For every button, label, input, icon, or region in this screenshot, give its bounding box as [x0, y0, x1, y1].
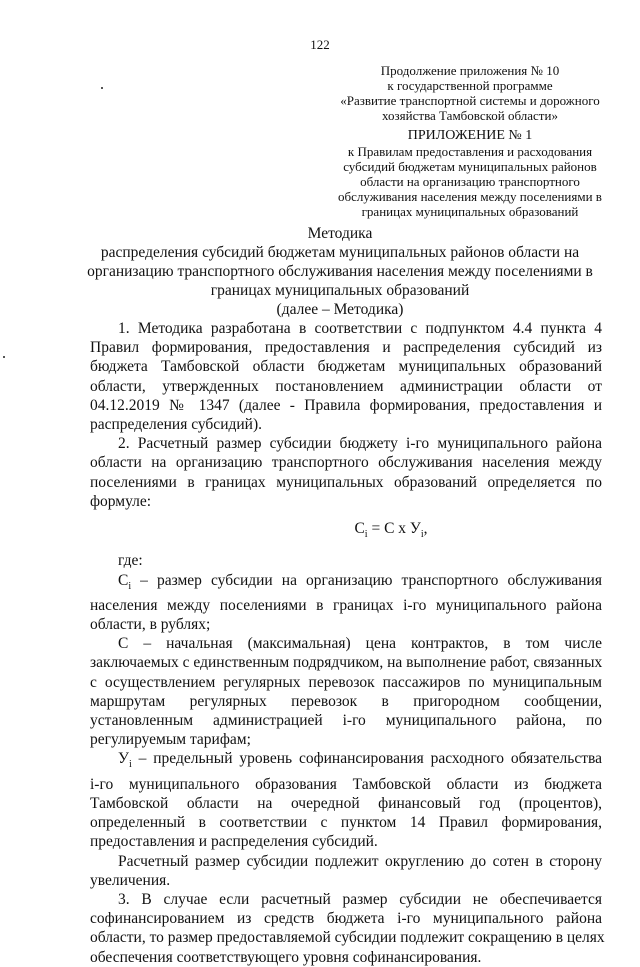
text-line: 3. В случае если расчетный размер субсидии не обеспечивается	[118, 890, 602, 908]
formula-end: ,	[423, 520, 428, 538]
text-line	[90, 571, 602, 596]
text-line: области, то размер предоставляемой субсидии подлежит сокращению в целях	[90, 929, 605, 947]
formula-lhs-subscript: i	[364, 529, 368, 541]
annex-1-block	[320, 128, 620, 219]
annex-1-line: к Правилам предоставления и расходования	[347, 144, 593, 159]
where-label: где:	[118, 552, 143, 570]
methodology-title-line: организацию транспортного обслуживания населения между поселениями в	[87, 263, 593, 280]
definition-ui	[90, 749, 602, 851]
text-line: обеспечения соответствующего уровня софинансирования.	[90, 948, 482, 966]
symbol-ui: У	[118, 750, 129, 768]
annex-continuation-line: Продолжение приложения № 10	[380, 63, 560, 78]
formula	[90, 519, 602, 544]
text-line: области, в рублях;	[90, 616, 211, 634]
page-number: 122	[310, 37, 330, 52]
text-line: заключаемых с единственным подрядчиком, на выполнение работ, связанных	[90, 654, 603, 672]
methodology-title-line: Методика	[307, 225, 373, 242]
annex-continuation-line: к государственной программе	[387, 78, 553, 93]
rounding-paragraph	[90, 852, 602, 890]
text-line: маршрутам регулярных перевозок в пригородном сообщении,	[90, 692, 602, 710]
formula-rhs: = С х У	[367, 520, 421, 538]
text-line: области, утвержденных постановлением администрации области от	[90, 377, 602, 395]
definition-ui-text: – предельный уровень софинансирования расходного обязательства	[131, 750, 602, 768]
annex-continuation-line: хозяйства Тамбовской области»	[382, 108, 558, 123]
text-line: предоставления и распределения субсидий.	[90, 833, 378, 851]
text-line: бюджета Тамбовской области бюджетам муниципальных образований	[90, 358, 602, 376]
paragraph-2	[90, 434, 602, 511]
annex-1-line: области на организацию транспортного	[360, 174, 580, 189]
text-line: Правил формирования, предоставления и распределения субсидий из	[90, 339, 602, 357]
annex-1-line: субсидий бюджетам муниципальных районов	[343, 159, 597, 174]
text-line: области на организацию транспортного обслуживания населения между	[90, 454, 602, 472]
paragraph-3	[90, 890, 605, 967]
methodology-title-line: (далее – Методика)	[276, 301, 404, 318]
methodology-title-line: распределения субсидий бюджетам муниципальных районов области на	[100, 244, 580, 261]
methodology-title	[80, 224, 600, 319]
symbol-ci-subscript: i	[128, 580, 132, 592]
text-line: с осуществлением регулярных перевозок пассажиров по муниципальным	[90, 673, 602, 691]
text-line: поселениями в границах муниципальных образований определяется по	[90, 473, 602, 491]
text-line: С – начальная (максимальная) цена контрактов, в том числе	[118, 635, 602, 653]
symbol-ui-subscript: i	[128, 759, 132, 771]
definition-ci-text: – размер субсидии на организацию транспортного обслуживания	[131, 571, 602, 589]
text-line: софинансированием из средств бюджета i-го муниципального района	[90, 910, 602, 928]
annex-1-line: границах муниципальных образований	[361, 204, 579, 219]
formula-lhs: C	[354, 520, 365, 538]
text-line: 04.12.2019 № 1347 (далее - Правила формирования, предоставления и	[90, 396, 602, 414]
symbol-ci: C	[118, 571, 129, 589]
text-line: определенный в соответствии с пунктом 14 Правил формирования,	[90, 814, 602, 832]
scan-speck	[3, 356, 5, 358]
text-line: 2. Расчетный размер субсидии бюджету i-го муниципального района	[118, 435, 602, 453]
scan-speck	[101, 87, 103, 89]
methodology-title-line: границах муниципальных образований	[210, 282, 470, 299]
text-line: Расчетный размер субсидии подлежит округлению до сотен в сторону	[118, 852, 602, 870]
text-line: Тамбовской области на очередной финансовый год (процентов),	[90, 794, 602, 812]
text-line: формуле:	[90, 492, 152, 510]
annex-continuation-block	[330, 63, 610, 123]
document-body	[90, 319, 605, 967]
text-line: 1. Методика разработана в соответствии с подпунктом 4.4 пункта 4	[118, 320, 602, 337]
text-line: установленным администрацией i-го муниципального района, по	[90, 712, 602, 730]
definition-ci	[90, 571, 602, 635]
annex-continuation-line: «Развитие транспортной системы и дорожного	[340, 93, 600, 108]
text-line: регулируемым тарифам;	[90, 731, 251, 749]
formula-rhs-subscript: i	[420, 529, 424, 541]
paragraph-1	[90, 319, 602, 434]
text-line: увеличения.	[90, 871, 171, 889]
text-line: i-го муниципального образования Тамбовской области из бюджета	[90, 775, 602, 793]
annex-1-title: ПРИЛОЖЕНИЕ № 1	[407, 128, 533, 143]
text-line: населения между поселениями в границах i-го муниципального района	[90, 596, 602, 614]
text-line	[90, 749, 602, 774]
definition-c	[90, 634, 602, 749]
annex-1-line: обслуживания населения между поселениями в	[338, 189, 602, 204]
text-line: распределения субсидий).	[90, 416, 262, 434]
